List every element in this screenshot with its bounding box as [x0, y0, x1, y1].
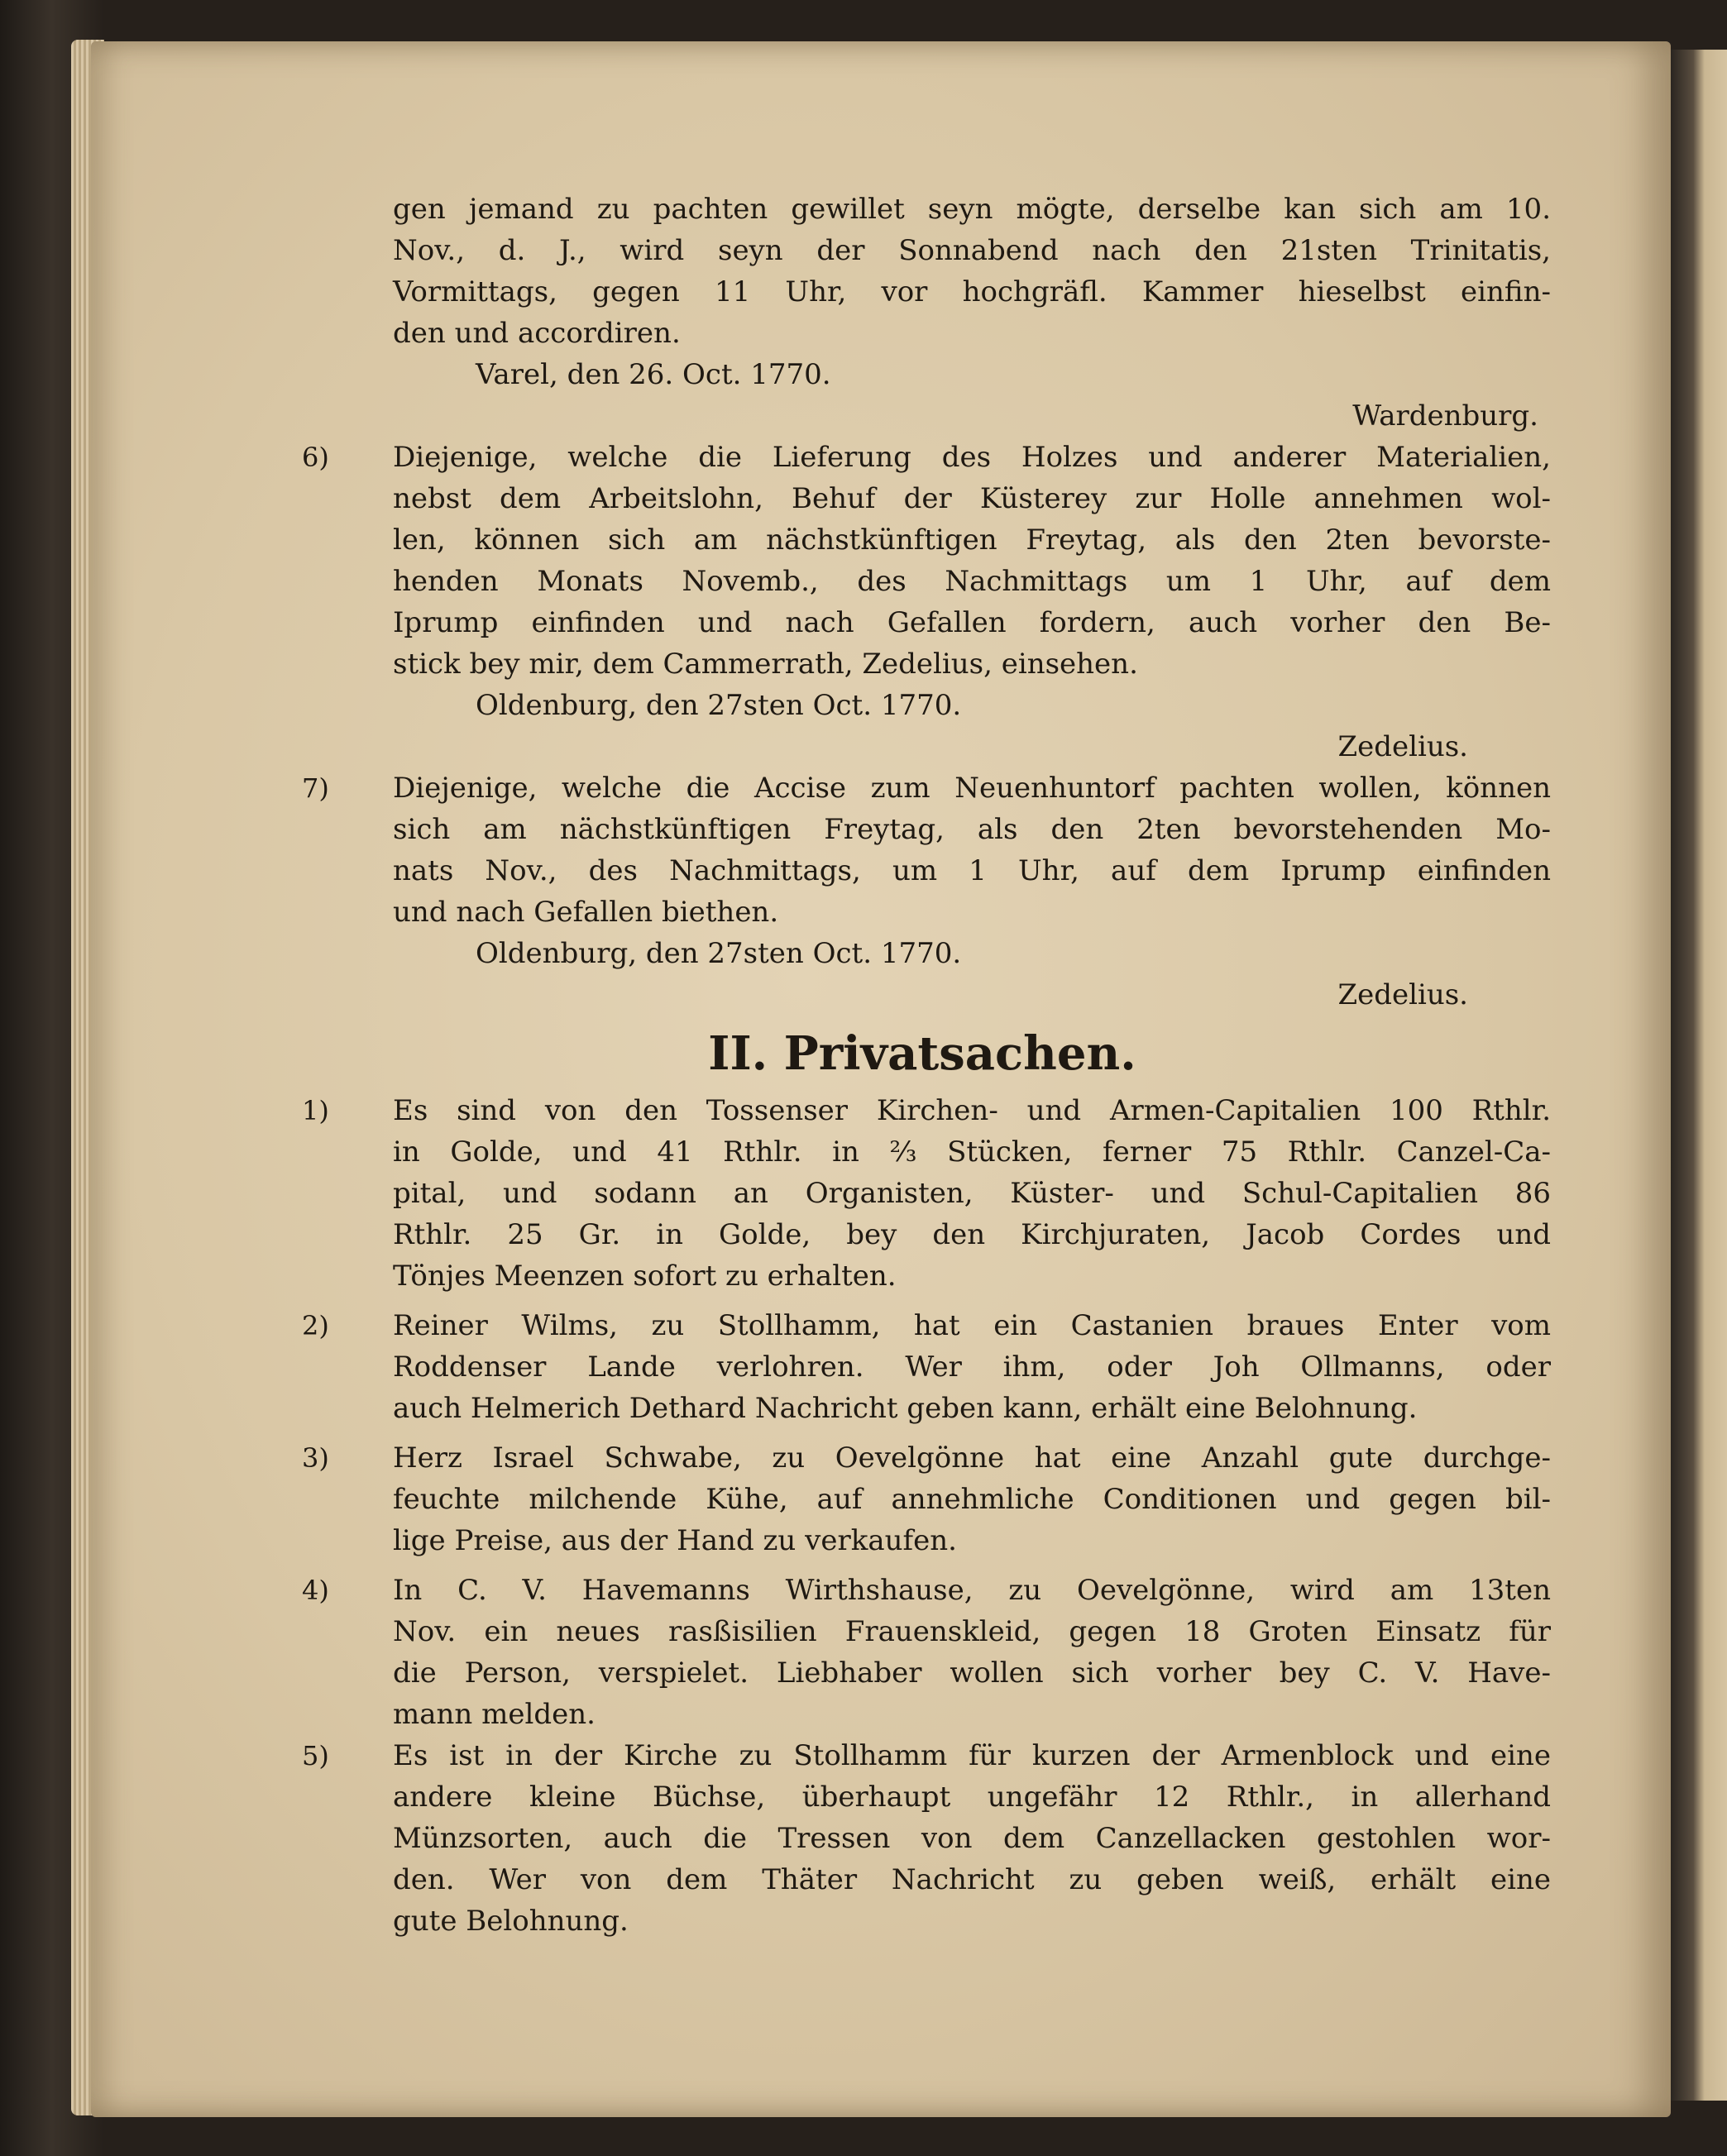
text-line: andere kleine Büchse, überhaupt ungefähr 12 Rthlr., in allerhand — [393, 1781, 1551, 1814]
text-line: die Person, verspielet. Liebhaber wollen sich vorher bey C. V. Have- — [393, 1656, 1551, 1690]
text-line: sich am nächstkünftigen Freytag, als den 2ten bevorstehenden Mo- — [393, 813, 1551, 846]
notice-6 — [302, 437, 1551, 767]
text-line: Vormittags, gegen 11 Uhr, vor hochgräfl. Kammer hieselbst einfin- — [393, 275, 1551, 308]
text-line: den und accordiren. — [393, 317, 681, 350]
private-notice-1 — [302, 1090, 1551, 1297]
date-line: Varel, den 26. Oct. 1770. — [476, 358, 831, 391]
item-number: 2) — [302, 1310, 329, 1341]
text-line: Münzsorten, auch die Tressen von dem Canzellacken gestohlen wor- — [393, 1822, 1551, 1855]
notice-continued — [393, 189, 1551, 437]
text-line: In C. V. Havemanns Wirthshause, zu Oevelgönne, wird am 13ten — [393, 1574, 1551, 1607]
private-notice-5 — [302, 1735, 1551, 1942]
spacer — [393, 1561, 1551, 1570]
text-line: stick bey mir, dem Cammerrath, Zedelius, einsehen. — [393, 648, 1138, 681]
text-line: pital, und sodann an Organisten, Küster- und Schul-Capitalien 86 — [393, 1177, 1551, 1210]
spacer — [393, 1297, 1551, 1305]
text-line: Rthlr. 25 Gr. in Golde, bey den Kirchjuraten, Jacob Cordes und — [393, 1218, 1551, 1251]
text-line: Diejenige, welche die Accise zum Neuenhuntorf pachten wollen, können — [393, 772, 1551, 805]
text-line: den. Wer von dem Thäter Nachricht zu geben weiß, erhält eine — [393, 1863, 1551, 1896]
right-page-edge — [1671, 50, 1727, 2101]
text-line: Es sind von den Tossenser Kirchen- und Armen-Capitalien 100 Rthlr. — [393, 1094, 1551, 1127]
place-heading: Wardenburg. — [1352, 399, 1538, 433]
text-line: Roddenser Lande verlohren. Wer ihm, oder Joh Ollmanns, oder — [393, 1350, 1551, 1384]
text-line: len, können sich am nächstkünftigen Freytag, als den 2ten bevorste- — [393, 523, 1551, 557]
item-number: 6) — [302, 442, 329, 473]
date-line: Oldenburg, den 27sten Oct. 1770. — [476, 937, 962, 970]
text-line: Herz Israel Schwabe, zu Oevelgönne hat eine Anzahl gute durchge- — [393, 1441, 1551, 1475]
text-line: lige Preise, aus der Hand zu verkaufen. — [393, 1524, 957, 1557]
text-line: gen jemand zu pachten gewillet seyn mögte, derselbe kan sich am 10. — [393, 193, 1551, 226]
text-line: gute Belohnung. — [393, 1905, 629, 1938]
text-line: nats Nov., des Nachmittags, um 1 Uhr, auf dem Iprump einfinden — [393, 854, 1551, 887]
item-number: 1) — [302, 1095, 329, 1126]
text-line: Nov., d. J., wird seyn der Sonnabend nach den 21sten Trinitatis, — [393, 234, 1551, 267]
item-number: 4) — [302, 1575, 329, 1606]
text-line: Diejenige, welche die Lieferung des Holzes und anderer Materialien, — [393, 441, 1551, 474]
text-line: Nov. ein neues rasßisilien Frauenskleid, gegen 18 Groten Einsatz für — [393, 1615, 1551, 1648]
text-line: feuchte milchende Kühe, auf annehmliche Conditionen und gegen bil- — [393, 1483, 1551, 1516]
text-line: henden Monats Novemb., des Nachmittags um 1 Uhr, auf dem — [393, 565, 1551, 598]
private-notice-3 — [302, 1437, 1551, 1561]
text-line: und nach Gefallen biethen. — [393, 896, 779, 929]
text-line: Iprump einfinden und nach Gefallen fordern, auch vorher den Be- — [393, 606, 1551, 639]
private-notice-2 — [302, 1305, 1551, 1429]
text-line: nebst dem Arbeitslohn, Behuf der Küsterey zur Holle annehmen wol- — [393, 482, 1551, 515]
section-heading: II. Privatsachen. — [708, 1026, 1136, 1081]
item-number: 7) — [302, 772, 329, 804]
notice-7 — [302, 767, 1551, 1016]
signature: Zedelius. — [1337, 978, 1468, 1011]
spacer — [393, 1429, 1551, 1437]
text-line: Reiner Wilms, zu Stollhamm, hat ein Castanien braues Enter vom — [393, 1309, 1551, 1342]
date-line: Oldenburg, den 27sten Oct. 1770. — [476, 689, 962, 722]
text-line: mann melden. — [393, 1698, 596, 1731]
item-number: 5) — [302, 1740, 329, 1771]
text-line: Tönjes Meenzen sofort zu erhalten. — [393, 1260, 897, 1293]
item-number: 3) — [302, 1442, 329, 1474]
text-line: in Golde, und 41 Rthlr. in ⅔ Stücken, ferner 75 Rthlr. Canzel-Ca- — [393, 1135, 1551, 1169]
text-line: Es ist in der Kirche zu Stollhamm für kurzen der Armenblock und eine — [393, 1739, 1551, 1772]
signature: Zedelius. — [1337, 730, 1468, 763]
page-text — [302, 189, 1551, 1942]
text-line: auch Helmerich Dethard Nachricht geben kann, erhält eine Belohnung. — [393, 1392, 1418, 1425]
private-notice-4 — [302, 1570, 1551, 1735]
